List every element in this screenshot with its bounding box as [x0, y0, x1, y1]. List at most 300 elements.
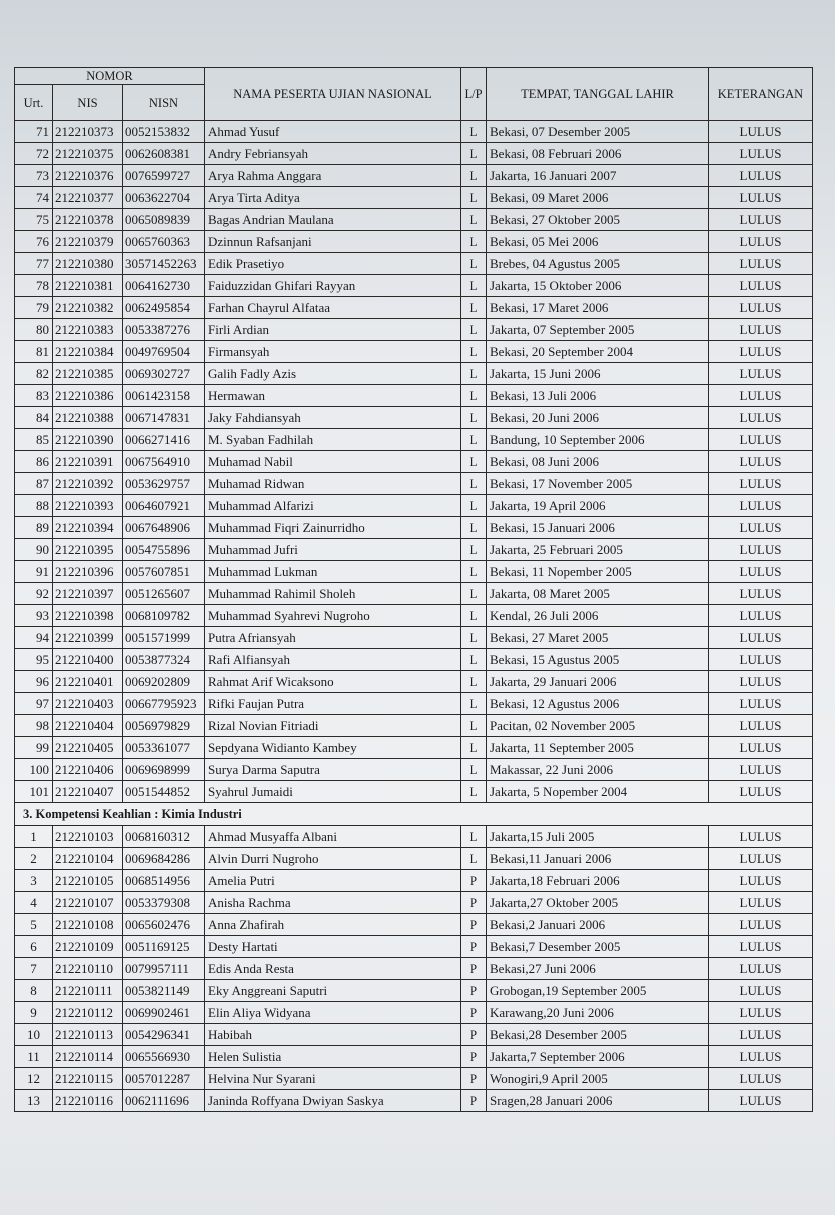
cell-nama: Edik Prasetiyo: [205, 253, 461, 275]
cell-jk: P: [461, 870, 487, 892]
cell-nama: Habibah: [205, 1024, 461, 1046]
cell-ttl: Bekasi, 08 Februari 2006: [487, 143, 709, 165]
cell-ket: LULUS: [709, 583, 813, 605]
cell-nama: Alvin Durri Nugroho: [205, 848, 461, 870]
cell-nis: 212210390: [53, 429, 123, 451]
cell-ttl: Grobogan,19 September 2005: [487, 980, 709, 1002]
cell-urt: 84: [15, 407, 53, 429]
cell-urt: 12: [15, 1068, 53, 1090]
cell-urt: 76: [15, 231, 53, 253]
cell-ttl: Bekasi,7 Desember 2005: [487, 936, 709, 958]
cell-jk: L: [461, 121, 487, 143]
cell-ttl: Kendal, 26 Juli 2006: [487, 605, 709, 627]
cell-urt: 83: [15, 385, 53, 407]
cell-ttl: Bekasi, 05 Mei 2006: [487, 231, 709, 253]
cell-jk: L: [461, 759, 487, 781]
cell-ket: LULUS: [709, 473, 813, 495]
cell-nama: Firli Ardian: [205, 319, 461, 341]
cell-ttl: Brebes, 04 Agustus 2005: [487, 253, 709, 275]
header-nisn: NISN: [123, 85, 205, 121]
cell-ket: LULUS: [709, 231, 813, 253]
cell-nama: Amelia Putri: [205, 870, 461, 892]
cell-urt: 91: [15, 561, 53, 583]
cell-nisn: 0065089839: [123, 209, 205, 231]
cell-nama: Putra Afriansyah: [205, 627, 461, 649]
cell-nama: Muhammad Syahrevi Nugroho: [205, 605, 461, 627]
cell-ket: LULUS: [709, 275, 813, 297]
cell-ket: LULUS: [709, 495, 813, 517]
cell-nisn: 0053379308: [123, 892, 205, 914]
cell-ket: LULUS: [709, 561, 813, 583]
header-urt: Urt.: [15, 85, 53, 121]
cell-ttl: Bekasi, 15 Agustus 2005: [487, 649, 709, 671]
cell-nama: Sepdyana Widianto Kambey: [205, 737, 461, 759]
cell-nis: 212210112: [53, 1002, 123, 1024]
cell-urt: 97: [15, 693, 53, 715]
cell-nis: 212210380: [53, 253, 123, 275]
cell-ket: LULUS: [709, 737, 813, 759]
cell-nama: Arya Tirta Aditya: [205, 187, 461, 209]
cell-nisn: 0053629757: [123, 473, 205, 495]
cell-ket: LULUS: [709, 715, 813, 737]
cell-ttl: Bekasi, 13 Juli 2006: [487, 385, 709, 407]
cell-nama: Surya Darma Saputra: [205, 759, 461, 781]
cell-jk: L: [461, 253, 487, 275]
cell-nis: 212210103: [53, 826, 123, 848]
cell-nama: Muhammad Rahimil Sholeh: [205, 583, 461, 605]
cell-nis: 212210404: [53, 715, 123, 737]
cell-nama: Desty Hartati: [205, 936, 461, 958]
cell-ket: LULUS: [709, 341, 813, 363]
cell-nis: 212210383: [53, 319, 123, 341]
cell-nama: Helen Sulistia: [205, 1046, 461, 1068]
table-row: [15, 275, 813, 297]
cell-ttl: Jakarta, 07 September 2005: [487, 319, 709, 341]
cell-nama: Bagas Andrian Maulana: [205, 209, 461, 231]
cell-ket: LULUS: [709, 209, 813, 231]
cell-nis: 212210115: [53, 1068, 123, 1090]
cell-ket: LULUS: [709, 1024, 813, 1046]
cell-nis: 212210405: [53, 737, 123, 759]
cell-ket: LULUS: [709, 517, 813, 539]
cell-jk: L: [461, 473, 487, 495]
cell-nis: 212210400: [53, 649, 123, 671]
cell-ttl: Bekasi,28 Desember 2005: [487, 1024, 709, 1046]
cell-jk: P: [461, 914, 487, 936]
cell-nisn: 0069202809: [123, 671, 205, 693]
cell-nisn: 0069698999: [123, 759, 205, 781]
cell-nama: Eky Anggreani Saputri: [205, 980, 461, 1002]
cell-ttl: Sragen,28 Januari 2006: [487, 1090, 709, 1112]
cell-nama: Rizal Novian Fitriadi: [205, 715, 461, 737]
cell-nisn: 0057012287: [123, 1068, 205, 1090]
cell-ket: LULUS: [709, 429, 813, 451]
cell-ttl: Jakarta, 11 September 2005: [487, 737, 709, 759]
table-row: [15, 539, 813, 561]
cell-ttl: Jakarta, 08 Maret 2005: [487, 583, 709, 605]
cell-nis: 212210381: [53, 275, 123, 297]
cell-nisn: 0068109782: [123, 605, 205, 627]
cell-ket: LULUS: [709, 1002, 813, 1024]
cell-jk: L: [461, 561, 487, 583]
cell-nis: 212210397: [53, 583, 123, 605]
cell-nisn: 0068160312: [123, 826, 205, 848]
header-ttl: TEMPAT, TANGGAL LAHIR: [487, 68, 709, 121]
cell-ttl: Jakarta,15 Juli 2005: [487, 826, 709, 848]
cell-jk: L: [461, 781, 487, 803]
cell-nisn: 0064607921: [123, 495, 205, 517]
cell-nama: Rahmat Arif Wicaksono: [205, 671, 461, 693]
cell-nisn: 0067648906: [123, 517, 205, 539]
cell-ttl: Bekasi,11 Januari 2006: [487, 848, 709, 870]
cell-nis: 212210384: [53, 341, 123, 363]
cell-nisn: 0067564910: [123, 451, 205, 473]
cell-ttl: Karawang,20 Juni 2006: [487, 1002, 709, 1024]
cell-ttl: Jakarta,18 Februari 2006: [487, 870, 709, 892]
table-row: [15, 848, 813, 870]
cell-ttl: Bekasi, 20 Juni 2006: [487, 407, 709, 429]
cell-nisn: 0079957111: [123, 958, 205, 980]
cell-nisn: 0056979829: [123, 715, 205, 737]
table-row: [15, 363, 813, 385]
cell-nisn: 0057607851: [123, 561, 205, 583]
cell-nisn: 0065760363: [123, 231, 205, 253]
cell-urt: 10: [15, 1024, 53, 1046]
table-row: [15, 892, 813, 914]
cell-jk: L: [461, 826, 487, 848]
cell-nis: 212210403: [53, 693, 123, 715]
cell-jk: L: [461, 275, 487, 297]
cell-urt: 82: [15, 363, 53, 385]
cell-nis: 212210375: [53, 143, 123, 165]
header-lp: L/P: [461, 68, 487, 121]
cell-urt: 72: [15, 143, 53, 165]
cell-nama: Muhammad Fiqri Zainurridho: [205, 517, 461, 539]
cell-jk: P: [461, 1068, 487, 1090]
cell-ket: LULUS: [709, 319, 813, 341]
cell-urt: 96: [15, 671, 53, 693]
section-header-row: [15, 803, 813, 826]
cell-nama: Arya Rahma Anggara: [205, 165, 461, 187]
table-row: [15, 781, 813, 803]
cell-nis: 212210105: [53, 870, 123, 892]
cell-jk: L: [461, 671, 487, 693]
cell-urt: 3: [15, 870, 53, 892]
cell-nisn: 0052153832: [123, 121, 205, 143]
cell-jk: L: [461, 583, 487, 605]
cell-jk: L: [461, 693, 487, 715]
cell-nama: Faiduzzidan Ghifari Rayyan: [205, 275, 461, 297]
cell-nis: 212210109: [53, 936, 123, 958]
cell-nis: 212210110: [53, 958, 123, 980]
cell-jk: L: [461, 495, 487, 517]
table-row: [15, 826, 813, 848]
table-row: [15, 649, 813, 671]
table-row: [15, 1068, 813, 1090]
cell-ttl: Bekasi, 17 November 2005: [487, 473, 709, 495]
cell-nis: 212210385: [53, 363, 123, 385]
cell-jk: L: [461, 737, 487, 759]
cell-nama: Elin Aliya Widyana: [205, 1002, 461, 1024]
cell-ket: LULUS: [709, 1068, 813, 1090]
cell-ket: LULUS: [709, 1046, 813, 1068]
table-row: [15, 209, 813, 231]
cell-ket: LULUS: [709, 187, 813, 209]
cell-urt: 5: [15, 914, 53, 936]
cell-ttl: Bekasi, 11 Nopember 2005: [487, 561, 709, 583]
cell-ttl: Bekasi, 07 Desember 2005: [487, 121, 709, 143]
cell-nama: Muhamad Nabil: [205, 451, 461, 473]
cell-urt: 73: [15, 165, 53, 187]
cell-nama: Muhamad Ridwan: [205, 473, 461, 495]
table-row: [15, 495, 813, 517]
cell-nis: 212210399: [53, 627, 123, 649]
cell-nis: 212210376: [53, 165, 123, 187]
cell-ttl: Bekasi, 15 Januari 2006: [487, 517, 709, 539]
cell-nama: Rafi Alfiansyah: [205, 649, 461, 671]
cell-jk: P: [461, 1046, 487, 1068]
cell-nama: Syahrul Jumaidi: [205, 781, 461, 803]
cell-ket: LULUS: [709, 627, 813, 649]
cell-urt: 99: [15, 737, 53, 759]
cell-urt: 7: [15, 958, 53, 980]
cell-ket: LULUS: [709, 826, 813, 848]
cell-urt: 94: [15, 627, 53, 649]
table-row: [15, 1002, 813, 1024]
cell-nama: Anisha Rachma: [205, 892, 461, 914]
cell-nis: 212210407: [53, 781, 123, 803]
cell-nis: 212210391: [53, 451, 123, 473]
cell-ket: LULUS: [709, 870, 813, 892]
cell-ket: LULUS: [709, 848, 813, 870]
cell-ket: LULUS: [709, 781, 813, 803]
cell-urt: 86: [15, 451, 53, 473]
table-row: [15, 605, 813, 627]
cell-jk: P: [461, 1002, 487, 1024]
cell-urt: 93: [15, 605, 53, 627]
cell-jk: L: [461, 187, 487, 209]
cell-jk: L: [461, 517, 487, 539]
table-row: [15, 914, 813, 936]
cell-urt: 100: [15, 759, 53, 781]
cell-ket: LULUS: [709, 297, 813, 319]
header-nis: NIS: [53, 85, 123, 121]
cell-ttl: Bekasi, 17 Maret 2006: [487, 297, 709, 319]
header-nomor: NOMOR: [15, 68, 205, 85]
cell-nama: Firmansyah: [205, 341, 461, 363]
cell-nis: 212210113: [53, 1024, 123, 1046]
cell-nama: Galih Fadly Azis: [205, 363, 461, 385]
table-row: [15, 737, 813, 759]
cell-nama: Muhammad Lukman: [205, 561, 461, 583]
cell-nis: 212210392: [53, 473, 123, 495]
cell-ttl: Bekasi,2 Januari 2006: [487, 914, 709, 936]
cell-urt: 9: [15, 1002, 53, 1024]
cell-nama: Muhammad Alfarizi: [205, 495, 461, 517]
cell-nisn: 0051544852: [123, 781, 205, 803]
cell-nama: Anna Zhafirah: [205, 914, 461, 936]
cell-jk: L: [461, 363, 487, 385]
cell-urt: 13: [15, 1090, 53, 1112]
cell-urt: 77: [15, 253, 53, 275]
cell-ket: LULUS: [709, 671, 813, 693]
cell-nisn: 0051265607: [123, 583, 205, 605]
cell-nisn: 0069302727: [123, 363, 205, 385]
cell-ttl: Bekasi, 27 Maret 2005: [487, 627, 709, 649]
cell-jk: L: [461, 451, 487, 473]
cell-jk: L: [461, 407, 487, 429]
cell-nis: 212210386: [53, 385, 123, 407]
table-row: [15, 693, 813, 715]
table-row: [15, 187, 813, 209]
cell-nisn: 0069902461: [123, 1002, 205, 1024]
table-row: [15, 451, 813, 473]
cell-nis: 212210111: [53, 980, 123, 1002]
table-row: [15, 980, 813, 1002]
cell-ttl: Jakarta, 25 Februari 2005: [487, 539, 709, 561]
cell-ket: LULUS: [709, 451, 813, 473]
cell-nis: 212210393: [53, 495, 123, 517]
table-row: [15, 517, 813, 539]
table-row: [15, 1090, 813, 1112]
cell-ttl: Wonogiri,9 April 2005: [487, 1068, 709, 1090]
cell-nama: Ahmad Yusuf: [205, 121, 461, 143]
cell-nisn: 0065566930: [123, 1046, 205, 1068]
cell-nis: 212210378: [53, 209, 123, 231]
table-row: [15, 1046, 813, 1068]
cell-nisn: 0062608381: [123, 143, 205, 165]
cell-nama: Helvina Nur Syarani: [205, 1068, 461, 1090]
cell-urt: 85: [15, 429, 53, 451]
cell-nis: 212210379: [53, 231, 123, 253]
cell-ket: LULUS: [709, 407, 813, 429]
cell-jk: L: [461, 341, 487, 363]
cell-ket: LULUS: [709, 1090, 813, 1112]
cell-nisn: 00667795923: [123, 693, 205, 715]
cell-urt: 81: [15, 341, 53, 363]
cell-nis: 212210395: [53, 539, 123, 561]
cell-nama: Edis Anda Resta: [205, 958, 461, 980]
cell-urt: 78: [15, 275, 53, 297]
cell-ket: LULUS: [709, 385, 813, 407]
cell-jk: L: [461, 297, 487, 319]
cell-nis: 212210373: [53, 121, 123, 143]
cell-nama: Muhammad Jufri: [205, 539, 461, 561]
cell-ttl: Jakarta, 29 Januari 2006: [487, 671, 709, 693]
cell-jk: L: [461, 605, 487, 627]
cell-ttl: Bekasi, 20 September 2004: [487, 341, 709, 363]
cell-ket: LULUS: [709, 363, 813, 385]
cell-nama: Janinda Roffyana Dwiyan Saskya: [205, 1090, 461, 1112]
cell-ket: LULUS: [709, 121, 813, 143]
cell-jk: P: [461, 1024, 487, 1046]
table-row: [15, 671, 813, 693]
cell-ttl: Bandung, 10 September 2006: [487, 429, 709, 451]
cell-nisn: 0069684286: [123, 848, 205, 870]
cell-urt: 2: [15, 848, 53, 870]
cell-jk: L: [461, 165, 487, 187]
header-keterangan: KETERANGAN: [709, 68, 813, 121]
cell-ttl: Bekasi, 27 Oktober 2005: [487, 209, 709, 231]
cell-ket: LULUS: [709, 693, 813, 715]
cell-ttl: Jakarta, 15 Oktober 2006: [487, 275, 709, 297]
cell-nisn: 0049769504: [123, 341, 205, 363]
cell-jk: P: [461, 958, 487, 980]
cell-jk: L: [461, 715, 487, 737]
cell-nisn: 0063622704: [123, 187, 205, 209]
cell-nisn: 0054755896: [123, 539, 205, 561]
table-row: [15, 121, 813, 143]
cell-urt: 75: [15, 209, 53, 231]
cell-nama: Farhan Chayrul Alfataa: [205, 297, 461, 319]
cell-nama: Dzinnun Rafsanjani: [205, 231, 461, 253]
cell-nama: M. Syaban Fadhilah: [205, 429, 461, 451]
cell-urt: 88: [15, 495, 53, 517]
cell-ket: LULUS: [709, 759, 813, 781]
cell-nisn: 0067147831: [123, 407, 205, 429]
cell-urt: 6: [15, 936, 53, 958]
cell-nama: Rifki Faujan Putra: [205, 693, 461, 715]
cell-ket: LULUS: [709, 958, 813, 980]
cell-ttl: Bekasi, 09 Maret 2006: [487, 187, 709, 209]
cell-nisn: 0062111696: [123, 1090, 205, 1112]
cell-ttl: Pacitan, 02 November 2005: [487, 715, 709, 737]
cell-urt: 79: [15, 297, 53, 319]
cell-nisn: 0062495854: [123, 297, 205, 319]
cell-urt: 11: [15, 1046, 53, 1068]
cell-ket: LULUS: [709, 165, 813, 187]
cell-nis: 212210104: [53, 848, 123, 870]
cell-jk: L: [461, 539, 487, 561]
cell-jk: L: [461, 143, 487, 165]
cell-ket: LULUS: [709, 980, 813, 1002]
cell-jk: L: [461, 209, 487, 231]
table-row: [15, 231, 813, 253]
cell-ket: LULUS: [709, 892, 813, 914]
cell-urt: 71: [15, 121, 53, 143]
cell-nis: 212210116: [53, 1090, 123, 1112]
cell-nis: 212210394: [53, 517, 123, 539]
cell-urt: 89: [15, 517, 53, 539]
table-row: [15, 583, 813, 605]
cell-ket: LULUS: [709, 143, 813, 165]
cell-urt: 4: [15, 892, 53, 914]
cell-nama: Ahmad Musyaffa Albani: [205, 826, 461, 848]
cell-nisn: 0054296341: [123, 1024, 205, 1046]
cell-nisn: 0064162730: [123, 275, 205, 297]
cell-nisn: 0053821149: [123, 980, 205, 1002]
cell-nis: 212210377: [53, 187, 123, 209]
cell-urt: 87: [15, 473, 53, 495]
table-row: [15, 429, 813, 451]
cell-ttl: Jakarta,27 Oktober 2005: [487, 892, 709, 914]
cell-nis: 212210382: [53, 297, 123, 319]
cell-nisn: 0068514956: [123, 870, 205, 892]
table-row: [15, 297, 813, 319]
cell-jk: L: [461, 848, 487, 870]
cell-ttl: Jakarta, 5 Nopember 2004: [487, 781, 709, 803]
cell-nama: Hermawan: [205, 385, 461, 407]
cell-nis: 212210114: [53, 1046, 123, 1068]
cell-nis: 212210401: [53, 671, 123, 693]
table-body-section-3: [15, 826, 813, 1112]
cell-ttl: Makassar, 22 Juni 2006: [487, 759, 709, 781]
cell-jk: L: [461, 429, 487, 451]
cell-urt: 98: [15, 715, 53, 737]
cell-jk: L: [461, 385, 487, 407]
table-row: [15, 627, 813, 649]
cell-ttl: Jakarta, 16 Januari 2007: [487, 165, 709, 187]
